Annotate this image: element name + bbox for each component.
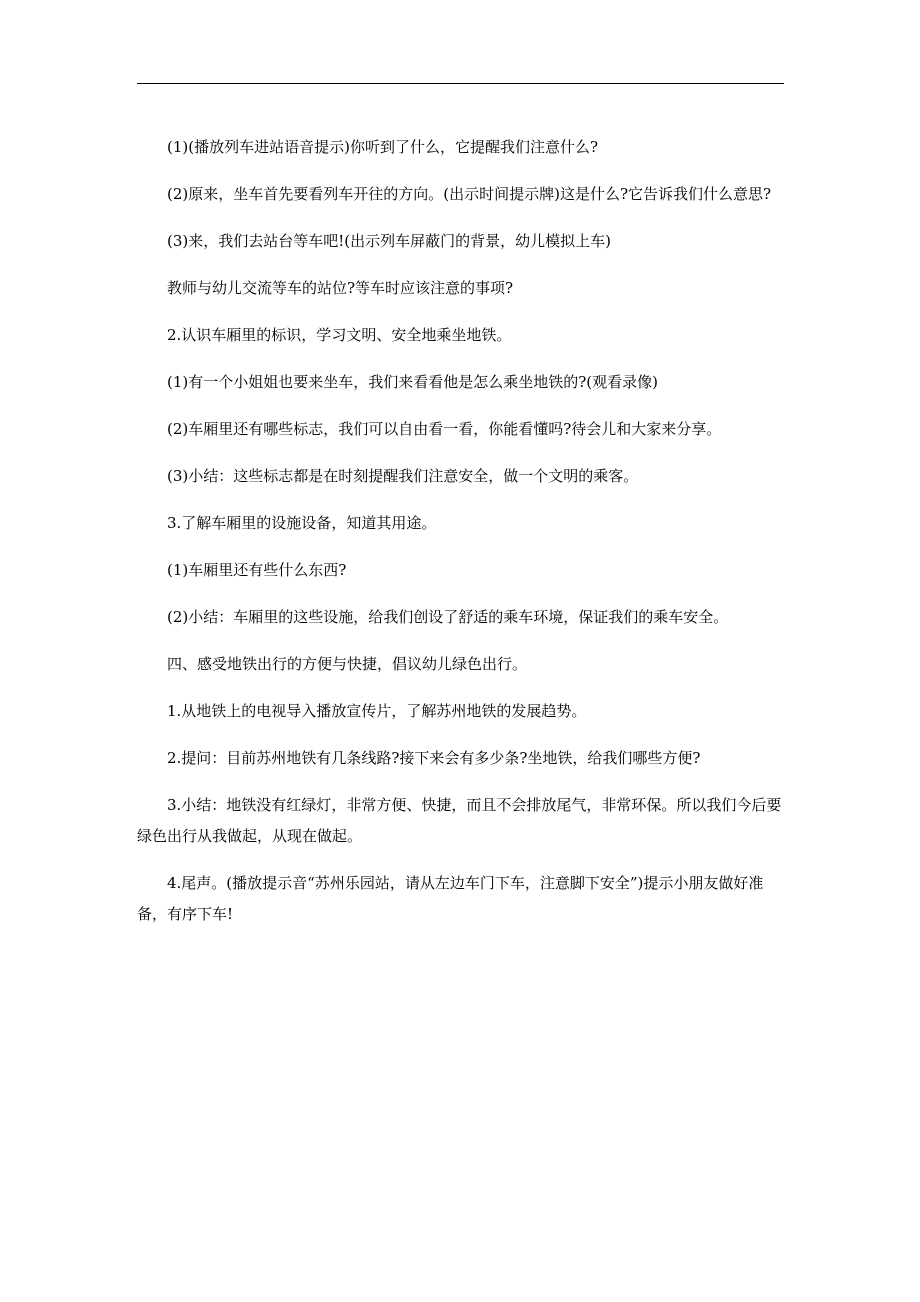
document-body xyxy=(137,132,785,946)
paragraph: (2)小结：车厢里的这些设施，给我们创设了舒适的乘车环境，保证我们的乘车安全。 xyxy=(167,608,729,626)
paragraph: 2.提问：目前苏州地铁有几条线路?接下来会有多少条?坐地铁，给我们哪些方便? xyxy=(167,749,701,767)
paragraph: 教师与幼儿交流等车的站位?等车时应该注意的事项? xyxy=(167,279,514,297)
section-heading: 2.认识车厢里的标识，学习文明、安全地乘坐地铁。 xyxy=(167,326,512,344)
paragraph: 3.小结：地铁没有红绿灯，非常方便、快捷，而且不会排放尾气，非常环保。所以我们今后要绿色出行从我做起，从现在做起。 xyxy=(137,796,782,845)
paragraph: (2)原来，坐车首先要看列车开往的方向。(出示时间提示牌)这是什么?它告诉我们什么意思? xyxy=(167,185,772,203)
paragraph: (1)车厢里还有些什么东西? xyxy=(167,561,347,579)
section-heading: 3.了解车厢里的设施设备，知道其用途。 xyxy=(167,514,437,532)
paragraph: (1)有一个小姐姐也要来坐车，我们来看看他是怎么乘坐地铁的?(观看录像) xyxy=(167,373,658,391)
header-rule xyxy=(137,83,784,84)
paragraph: (3)来，我们去站台等车吧!(出示列车屏蔽门的背景，幼儿模拟上车) xyxy=(167,232,611,250)
section-heading: 四、感受地铁出行的方便与快捷，倡议幼儿绿色出行。 xyxy=(167,655,528,673)
paragraph: (3)小结：这些标志都是在时刻提醒我们注意安全，做一个文明的乘客。 xyxy=(167,467,639,485)
paragraph: (2)车厢里还有哪些标志，我们可以自由看一看，你能看懂吗?待会儿和大家来分享。 xyxy=(167,420,722,438)
paragraph: 4.尾声。(播放提示音“苏州乐园站，请从左边车门下车，注意脚下安全”)提示小朋友做好准备，有序下车! xyxy=(137,874,764,923)
paragraph: 1.从地铁上的电视导入播放宣传片，了解苏州地铁的发展趋势。 xyxy=(167,702,587,720)
paragraph: (1)(播放列车进站语音提示)你听到了什么，它提醒我们注意什么? xyxy=(167,138,598,156)
